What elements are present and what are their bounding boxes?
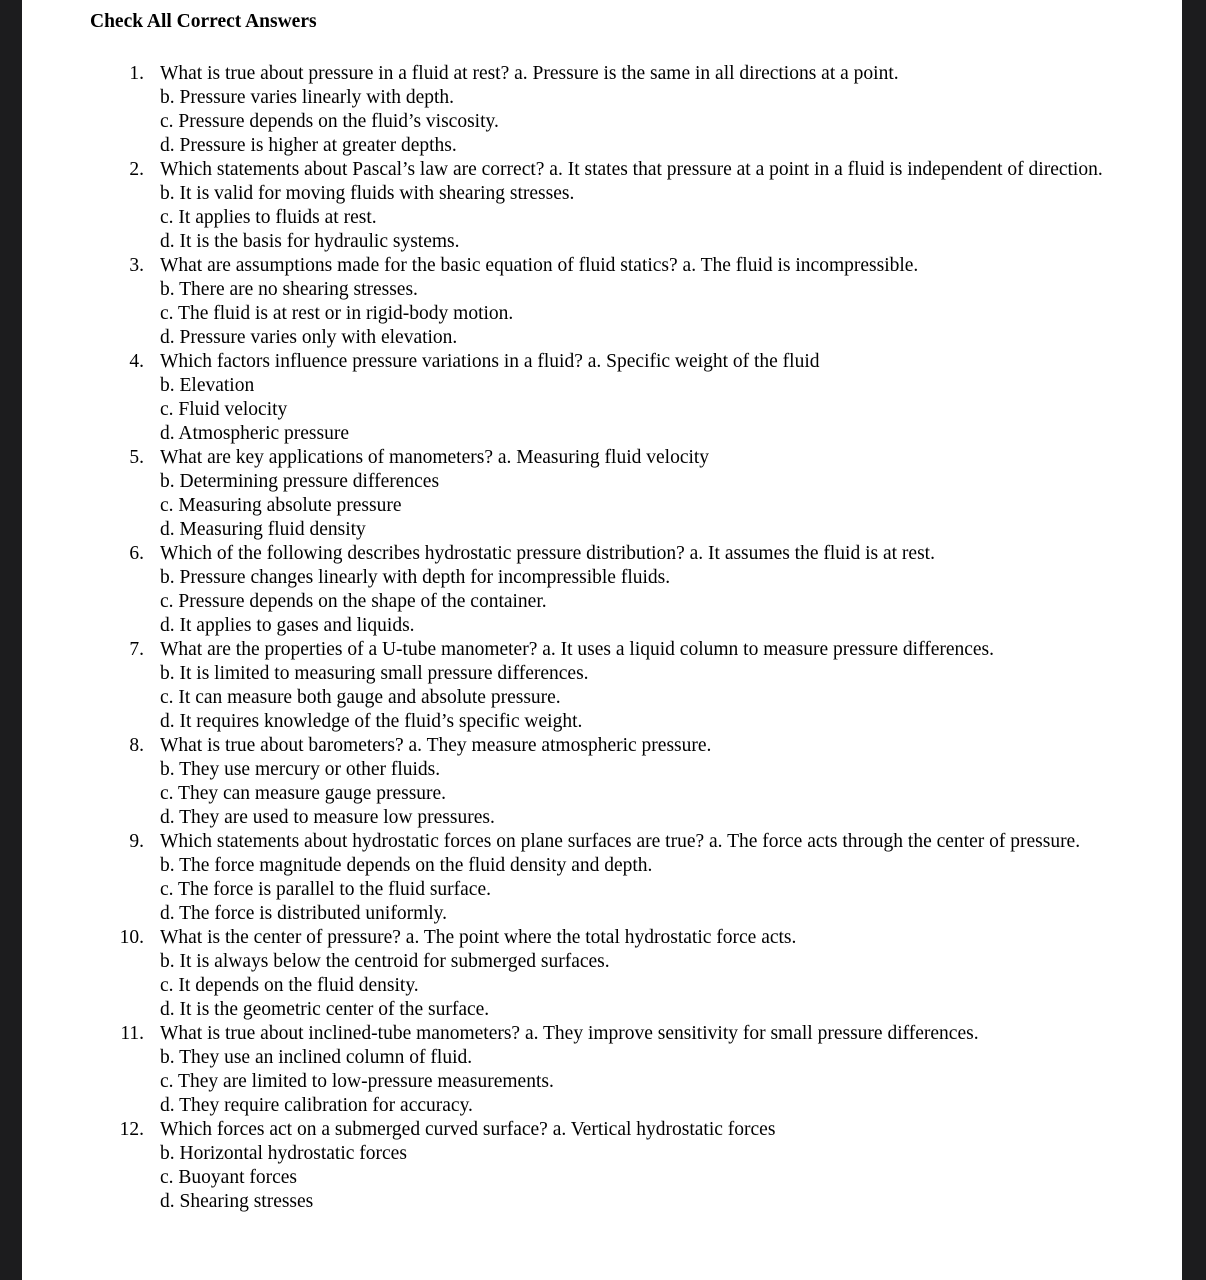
answer-option: b. Horizontal hydrostatic forces: [160, 1143, 407, 1164]
answer-option: b. It is limited to measuring small pressure differences.: [160, 663, 589, 684]
question-number: 3.: [129, 255, 144, 276]
question-number: 2.: [129, 159, 144, 180]
document-page: [22, 0, 1182, 1280]
answer-option: c. Pressure depends on the fluid’s viscosity.: [160, 111, 499, 132]
question-number: 6.: [129, 543, 144, 564]
question-number: 8.: [129, 735, 144, 756]
question-text: What is true about pressure in a fluid at rest? a. Pressure is the same in all directions at a point.: [160, 63, 899, 84]
answer-option: c. Buoyant forces: [160, 1167, 297, 1188]
answer-option: b. The force magnitude depends on the fluid density and depth.: [160, 855, 653, 876]
answer-option: c. Fluid velocity: [160, 399, 288, 420]
answer-option: d. They are used to measure low pressures.: [160, 807, 495, 828]
answer-option: b. They use an inclined column of fluid.: [160, 1047, 473, 1068]
question-number: 5.: [129, 447, 144, 468]
question-number: 4.: [129, 351, 144, 372]
answer-option: d. It is the basis for hydraulic systems.: [160, 231, 460, 252]
answer-option: b. There are no shearing stresses.: [160, 279, 418, 300]
question-text: Which of the following describes hydrostatic pressure distribution? a. It assumes the fluid is at rest.: [160, 543, 935, 564]
question-text: Which factors influence pressure variations in a fluid? a. Specific weight of the fluid: [160, 351, 820, 372]
question-number: 1.: [129, 63, 144, 84]
question-number: 12.: [119, 1119, 144, 1140]
answer-option: b. Elevation: [160, 375, 255, 396]
answer-option: d. Pressure is higher at greater depths.: [160, 135, 457, 156]
answer-option: c. It applies to fluids at rest.: [160, 207, 377, 228]
question-text: What are key applications of manometers? a. Measuring fluid velocity: [160, 447, 710, 468]
question-number: 11.: [120, 1023, 144, 1044]
answer-option: d. Atmospheric pressure: [160, 423, 350, 444]
question-item: [22, 350, 1182, 446]
question-item: [22, 1118, 1182, 1214]
answer-option: d. It is the geometric center of the surface.: [160, 999, 490, 1020]
question-number: 7.: [129, 639, 144, 660]
answer-option: d. Pressure varies only with elevation.: [160, 327, 458, 348]
answer-option: b. Pressure changes linearly with depth for incompressible fluids.: [160, 567, 671, 588]
question-item: [22, 446, 1182, 542]
answer-option: c. They are limited to low-pressure measurements.: [160, 1071, 554, 1092]
answer-option: c. Pressure depends on the shape of the container.: [160, 591, 547, 612]
answer-option: b. Pressure varies linearly with depth.: [160, 87, 455, 108]
question-text: What is true about inclined-tube manometers? a. They improve sensitivity for small pressure differences.: [160, 1023, 979, 1044]
answer-option: c. They can measure gauge pressure.: [160, 783, 447, 804]
question-number: 9.: [129, 831, 144, 852]
question-item: [22, 926, 1182, 1022]
answer-option: c. The force is parallel to the fluid surface.: [160, 879, 491, 900]
question-item: [22, 734, 1182, 830]
answer-option: d. They require calibration for accuracy.: [160, 1095, 473, 1116]
answer-option: d. Measuring fluid density: [160, 519, 366, 540]
page-title: Check All Correct Answers: [90, 11, 317, 32]
answer-option: d. It applies to gases and liquids.: [160, 615, 415, 636]
question-text: Which forces act on a submerged curved surface? a. Vertical hydrostatic forces: [160, 1119, 776, 1140]
answer-option: c. Measuring absolute pressure: [160, 495, 402, 516]
answer-option: c. It can measure both gauge and absolute pressure.: [160, 687, 561, 708]
answer-option: b. Determining pressure differences: [160, 471, 440, 492]
question-text: Which statements about Pascal’s law are correct? a. It states that pressure at a point in a fluid is independent of direction.: [160, 159, 1103, 180]
question-text: What is the center of pressure? a. The point where the total hydrostatic force acts.: [160, 927, 797, 948]
question-item: [22, 1022, 1182, 1118]
answer-option: c. The fluid is at rest or in rigid-body motion.: [160, 303, 514, 324]
question-item: [22, 638, 1182, 734]
answer-option: b. It is always below the centroid for submerged surfaces.: [160, 951, 610, 972]
answer-option: b. They use mercury or other fluids.: [160, 759, 441, 780]
question-item: [22, 542, 1182, 638]
answer-option: d. Shearing stresses: [160, 1191, 314, 1212]
question-item: [22, 62, 1182, 158]
answer-option: d. The force is distributed uniformly.: [160, 903, 448, 924]
answer-option: d. It requires knowledge of the fluid’s specific weight.: [160, 711, 583, 732]
question-text: Which statements about hydrostatic forces on plane surfaces are true? a. The force acts through the center of pressure.: [160, 831, 1081, 852]
question-item: [22, 158, 1182, 254]
answer-option: c. It depends on the fluid density.: [160, 975, 419, 996]
question-list: [22, 62, 1182, 1214]
question-item: [22, 254, 1182, 350]
question-text: What are the properties of a U-tube manometer? a. It uses a liquid column to measure pressure differences.: [160, 639, 995, 660]
question-text: What is true about barometers? a. They measure atmospheric pressure.: [160, 735, 712, 756]
question-number: 10.: [119, 927, 144, 948]
question-text: What are assumptions made for the basic equation of fluid statics? a. The fluid is incompressible.: [160, 255, 919, 276]
question-item: [22, 830, 1182, 926]
answer-option: b. It is valid for moving fluids with shearing stresses.: [160, 183, 575, 204]
